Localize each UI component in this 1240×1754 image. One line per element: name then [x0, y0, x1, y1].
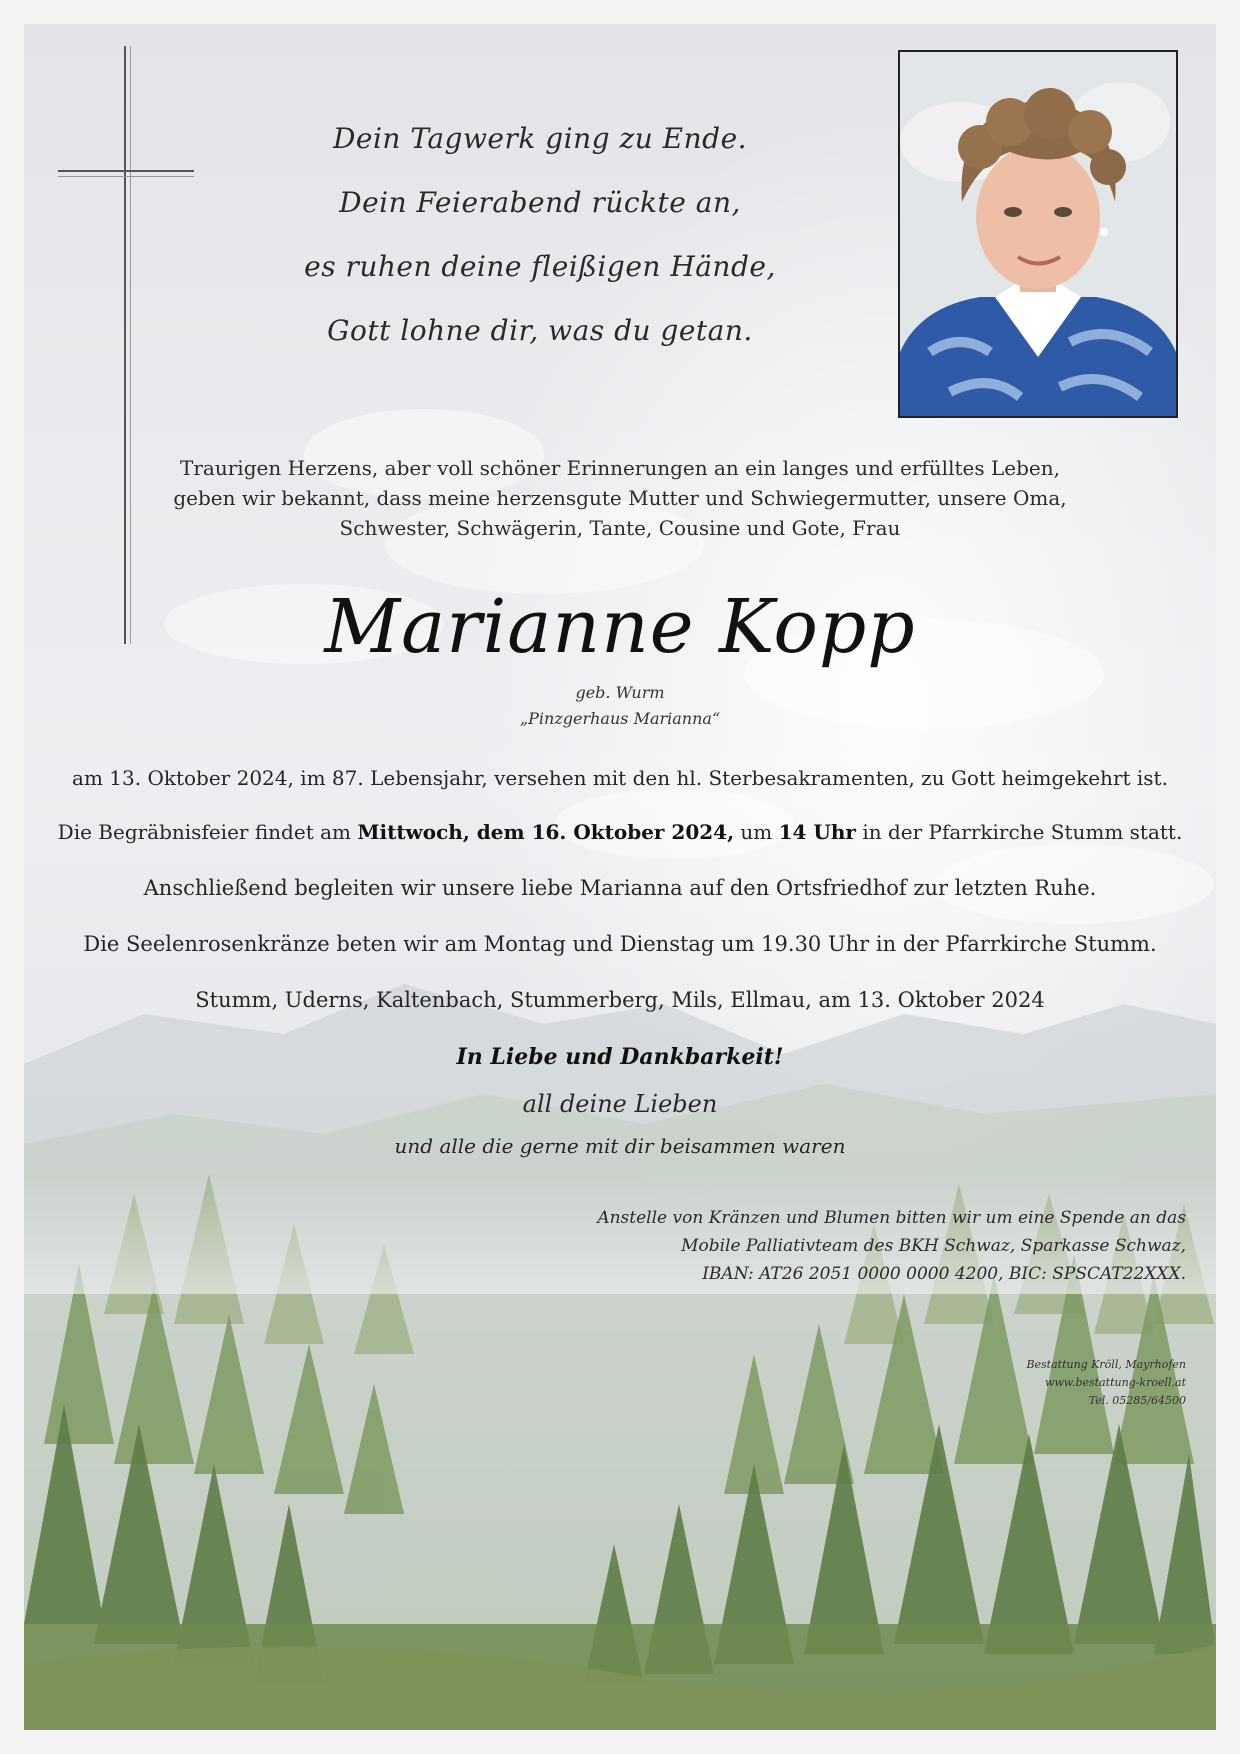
burial-line: Anschließend begleiten wir unsere liebe Marianna auf den Ortsfriedhof zur letzten Ruhe. — [143, 876, 1097, 900]
intro-line-1: Traurigen Herzens, aber voll schöner Erinnerungen an ein langes und erfülltes Leben, — [180, 456, 1060, 480]
intro-line-2: geben wir bekannt, dass meine herzensgute Mutter und Schwiegermutter, unsere Oma, — [173, 486, 1067, 510]
funeral-date: Mittwoch, dem 16. Oktober 2024, — [357, 820, 735, 844]
rosary-line: Die Seelenrosenkränze beten wir am Montag und Dienstag um 19.30 Uhr in der Pfarrkirche Stumm. — [83, 932, 1157, 956]
places-date-line: Stumm, Uderns, Kaltenbach, Stummerberg, Mils, Ellmau, am 13. Oktober 2024 — [195, 988, 1045, 1012]
portrait-photo — [898, 50, 1178, 418]
poem-line-2: Dein Feierabend rückte an, — [339, 186, 741, 219]
poem-line-3: es ruhen deine fleißigen Hände, — [304, 250, 776, 283]
closing-all-loved: all deine Lieben — [522, 1090, 718, 1118]
funeral-home-phone: Tel. 05285/64500 — [1088, 1394, 1186, 1407]
death-line: am 13. Oktober 2024, im 87. Lebensjahr, versehen mit den hl. Sterbesakramenten, zu Gott heimgekehrt ist. — [72, 766, 1168, 790]
funeral-line — [0, 820, 1240, 844]
funeral-prefix: Die Begräbnisfeier findet am — [57, 820, 351, 844]
funeral-suffix: in der Pfarrkirche Stumm statt. — [862, 820, 1183, 844]
birth-name: geb. Wurm — [575, 683, 665, 702]
funeral-home-website: www.bestattung-kroell.at — [1045, 1376, 1186, 1389]
poem-line-1: Dein Tagwerk ging zu Ende. — [332, 122, 748, 155]
donation-line-1: Anstelle von Kränzen und Blumen bitten wir um eine Spende an das — [597, 1208, 1186, 1228]
closing-others: und alle die gerne mit dir beisammen waren — [394, 1134, 846, 1158]
funeral-home-name: Bestattung Kröll, Mayrhofen — [1026, 1358, 1186, 1371]
cross-icon — [56, 46, 206, 646]
donation-line-2: Mobile Palliativteam des BKH Schwaz, Sparkasse Schwaz, — [681, 1236, 1186, 1256]
funeral-middle: um — [740, 820, 773, 844]
funeral-time: 14 Uhr — [778, 820, 856, 844]
closing-love: In Liebe und Dankbarkeit! — [456, 1044, 784, 1070]
portrait-image — [900, 52, 1176, 416]
deceased-name: Marianne Kopp — [324, 584, 916, 670]
poem-line-4: Gott lohne dir, was du getan. — [327, 314, 753, 347]
nickname: „Pinzgerhaus Marianna“ — [519, 709, 721, 728]
donation-line-3: IBAN: AT26 2051 0000 0000 4200, BIC: SPSCAT22XXX. — [702, 1264, 1186, 1284]
intro-line-3: Schwester, Schwägerin, Tante, Cousine und Gote, Frau — [339, 516, 901, 540]
